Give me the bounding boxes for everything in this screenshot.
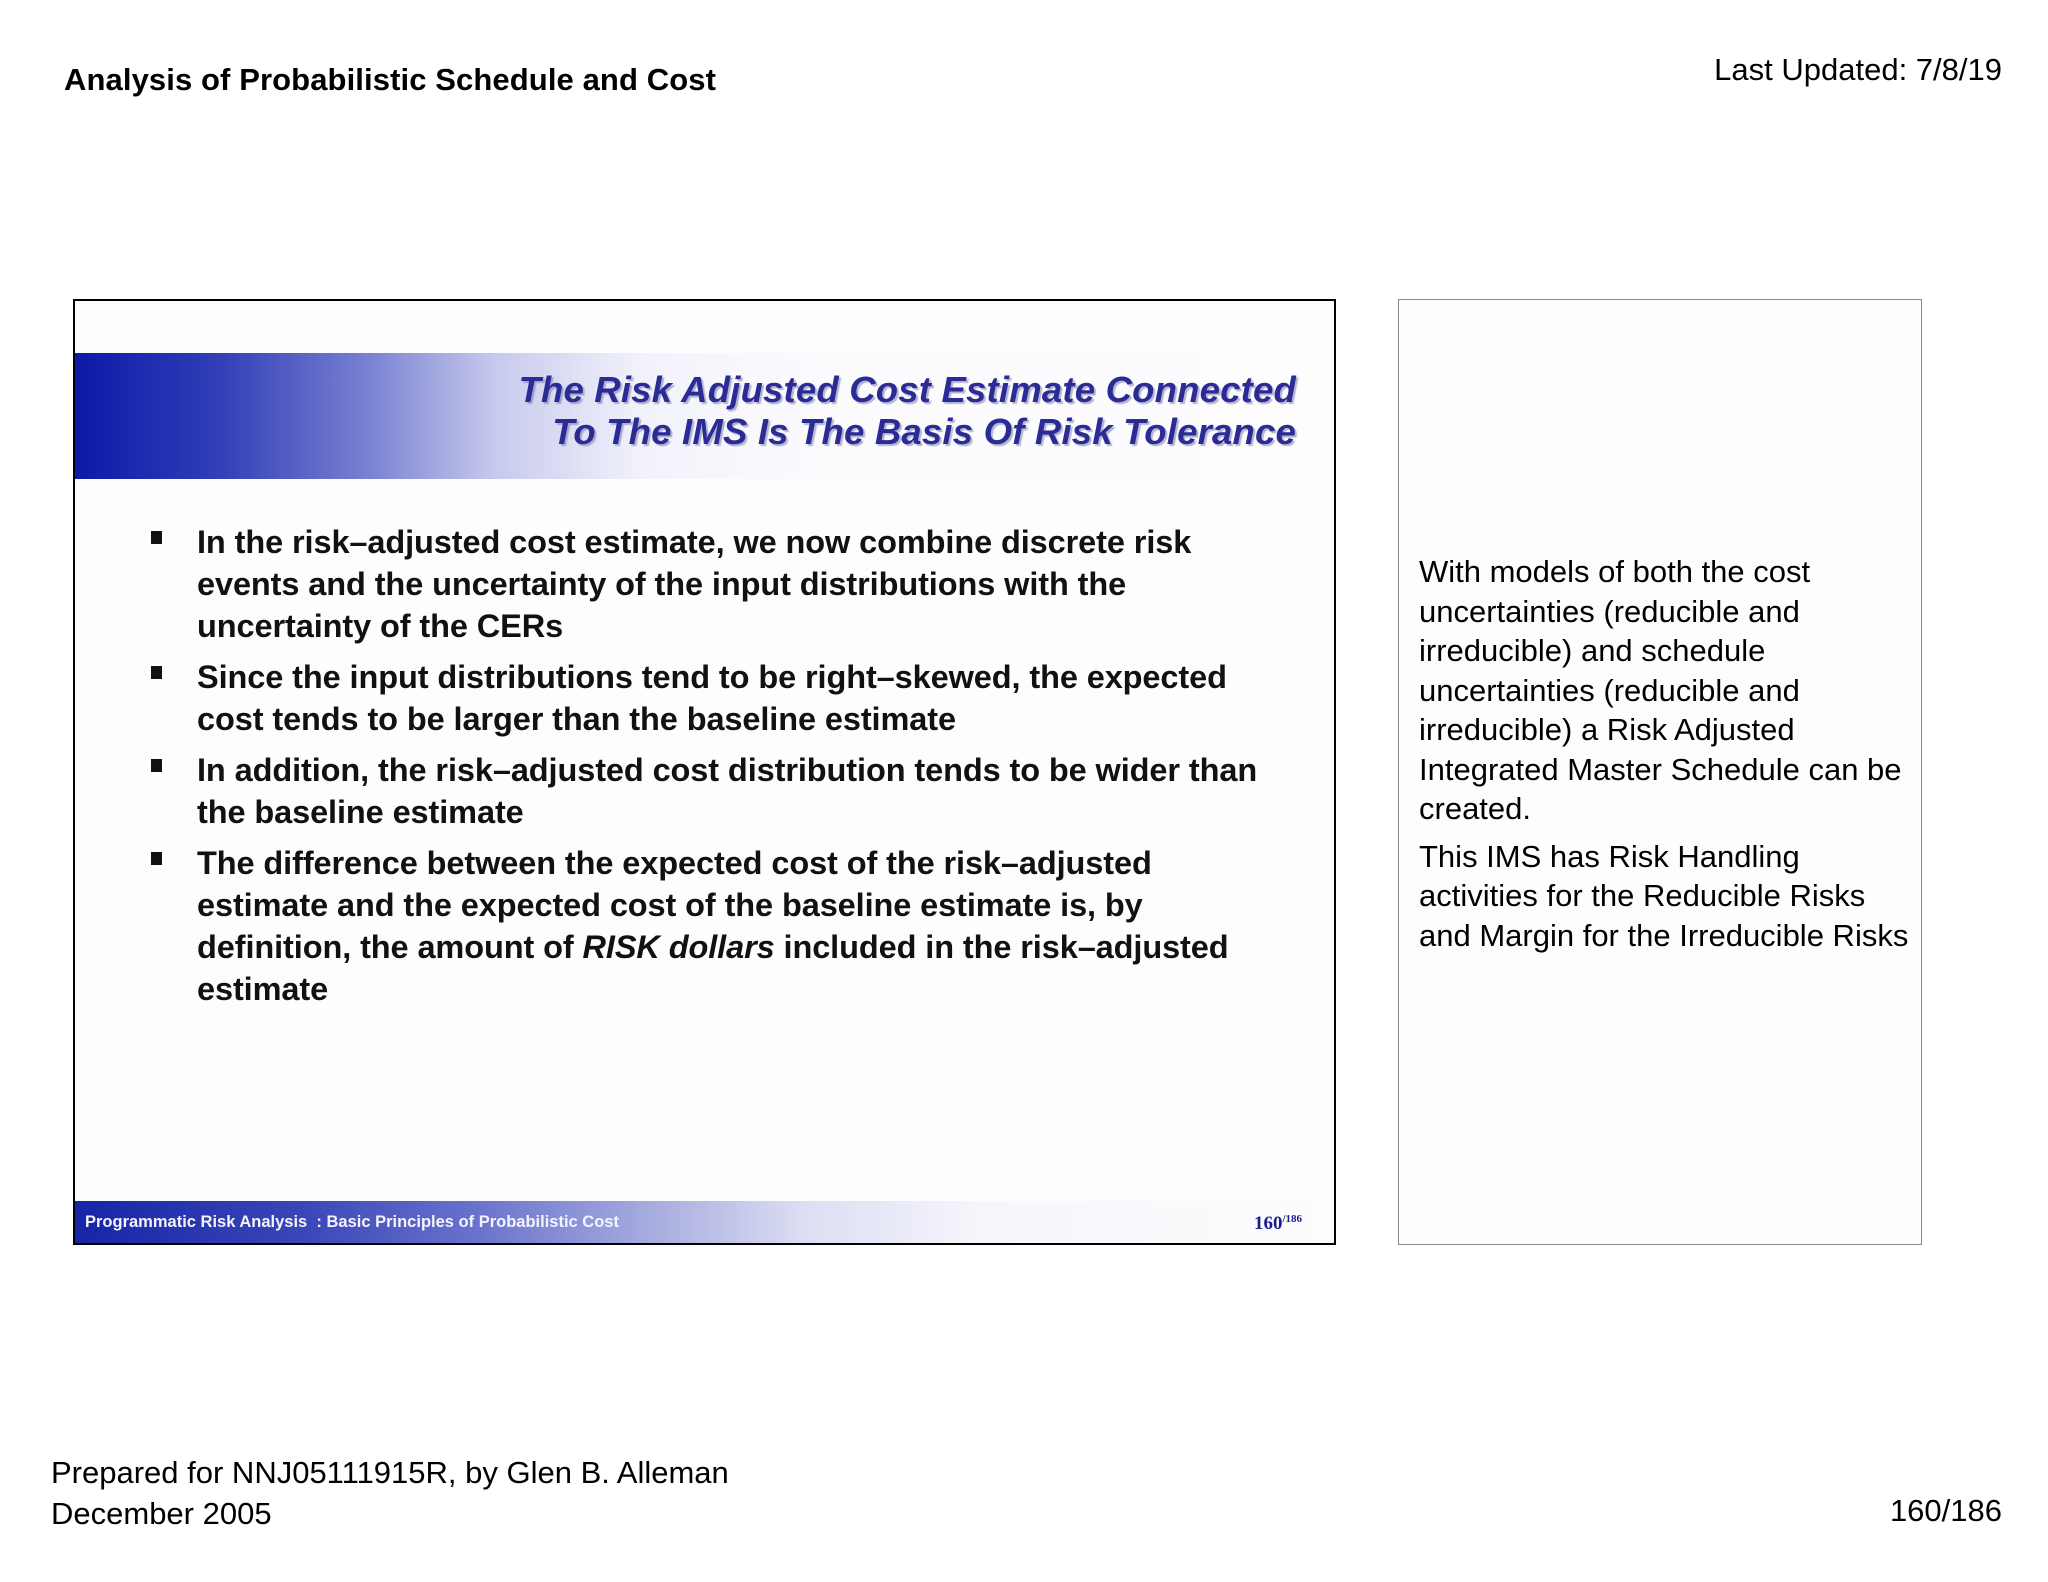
square-bullet-icon bbox=[151, 759, 162, 772]
slide-bullet-item bbox=[151, 656, 1291, 740]
slide-bullet-text: In addition, the risk–adjusted cost distribution tends to be wider than the baseline estimate bbox=[197, 752, 1258, 830]
square-bullet-icon bbox=[151, 531, 162, 544]
document-title: Analysis of Probabilistic Schedule and Cost bbox=[64, 62, 716, 97]
square-bullet-icon bbox=[151, 852, 162, 865]
slide-bullet-item bbox=[151, 521, 1291, 647]
slide-thumbnail bbox=[73, 299, 1336, 1245]
slide-title bbox=[518, 369, 1296, 453]
notes-paragraph-1: With models of both the cost uncertainties (reducible and irreducible) and schedule uncertainties (reducible and irreducible) a Risk Adjusted Integrated Master Schedule can be created. bbox=[1419, 554, 1902, 826]
page-number: 160/186 bbox=[1889, 1493, 2002, 1528]
notes-text bbox=[1419, 552, 1909, 963]
slide-bullet-text-before: The difference between the expected cost of the risk–adjusted estimate and the expected cost of the baseline estimate is, by definition, the amount of bbox=[197, 845, 1152, 965]
square-bullet-icon bbox=[151, 666, 162, 679]
prepared-for-line: Prepared for NNJ05111915R, by Glen B. Alleman bbox=[51, 1455, 729, 1490]
slide-title-line-1: The Risk Adjusted Cost Estimate Connected bbox=[518, 369, 1296, 410]
slide-bullet-text: In the risk–adjusted cost estimate, we now combine discrete risk events and the uncertainty of the input distributions with the uncertainty of the CERs bbox=[197, 524, 1192, 644]
slide-page-number bbox=[1254, 1213, 1302, 1235]
slide-footer-text: Programmatic Risk Analysis : Basic Principles of Probabilistic Cost bbox=[85, 1213, 619, 1231]
slide-title-line-2: To The IMS Is The Basis Of Risk Tolerance bbox=[552, 411, 1296, 452]
speaker-notes-panel bbox=[1398, 299, 1922, 1245]
slide-bullet-text-after: included in the risk–adjusted estimate bbox=[197, 929, 1229, 1007]
slide-bullet-emphasis: RISK dollars bbox=[582, 929, 775, 965]
slide-bullet-item bbox=[151, 749, 1291, 833]
prepared-date-line: December 2005 bbox=[51, 1496, 272, 1531]
slide-footer-band bbox=[75, 1201, 1334, 1243]
slide-bullet-text: Since the input distributions tend to be right–skewed, the expected cost tends to be larger than the baseline estimate bbox=[197, 659, 1227, 737]
notes-paragraph-2: This IMS has Risk Handling activities for the Reducible Risks and Margin for the Irreducible Risks bbox=[1419, 838, 1909, 953]
slide-page-current: 160 bbox=[1253, 1213, 1283, 1234]
prepared-by-footer bbox=[51, 1452, 729, 1534]
slide-page-total: /186 bbox=[1282, 1213, 1302, 1225]
slide-bullet-item bbox=[151, 842, 1291, 1010]
last-updated-date: Last Updated: 7/8/19 bbox=[1714, 52, 2002, 87]
slide-bullet-list bbox=[151, 521, 1291, 1019]
